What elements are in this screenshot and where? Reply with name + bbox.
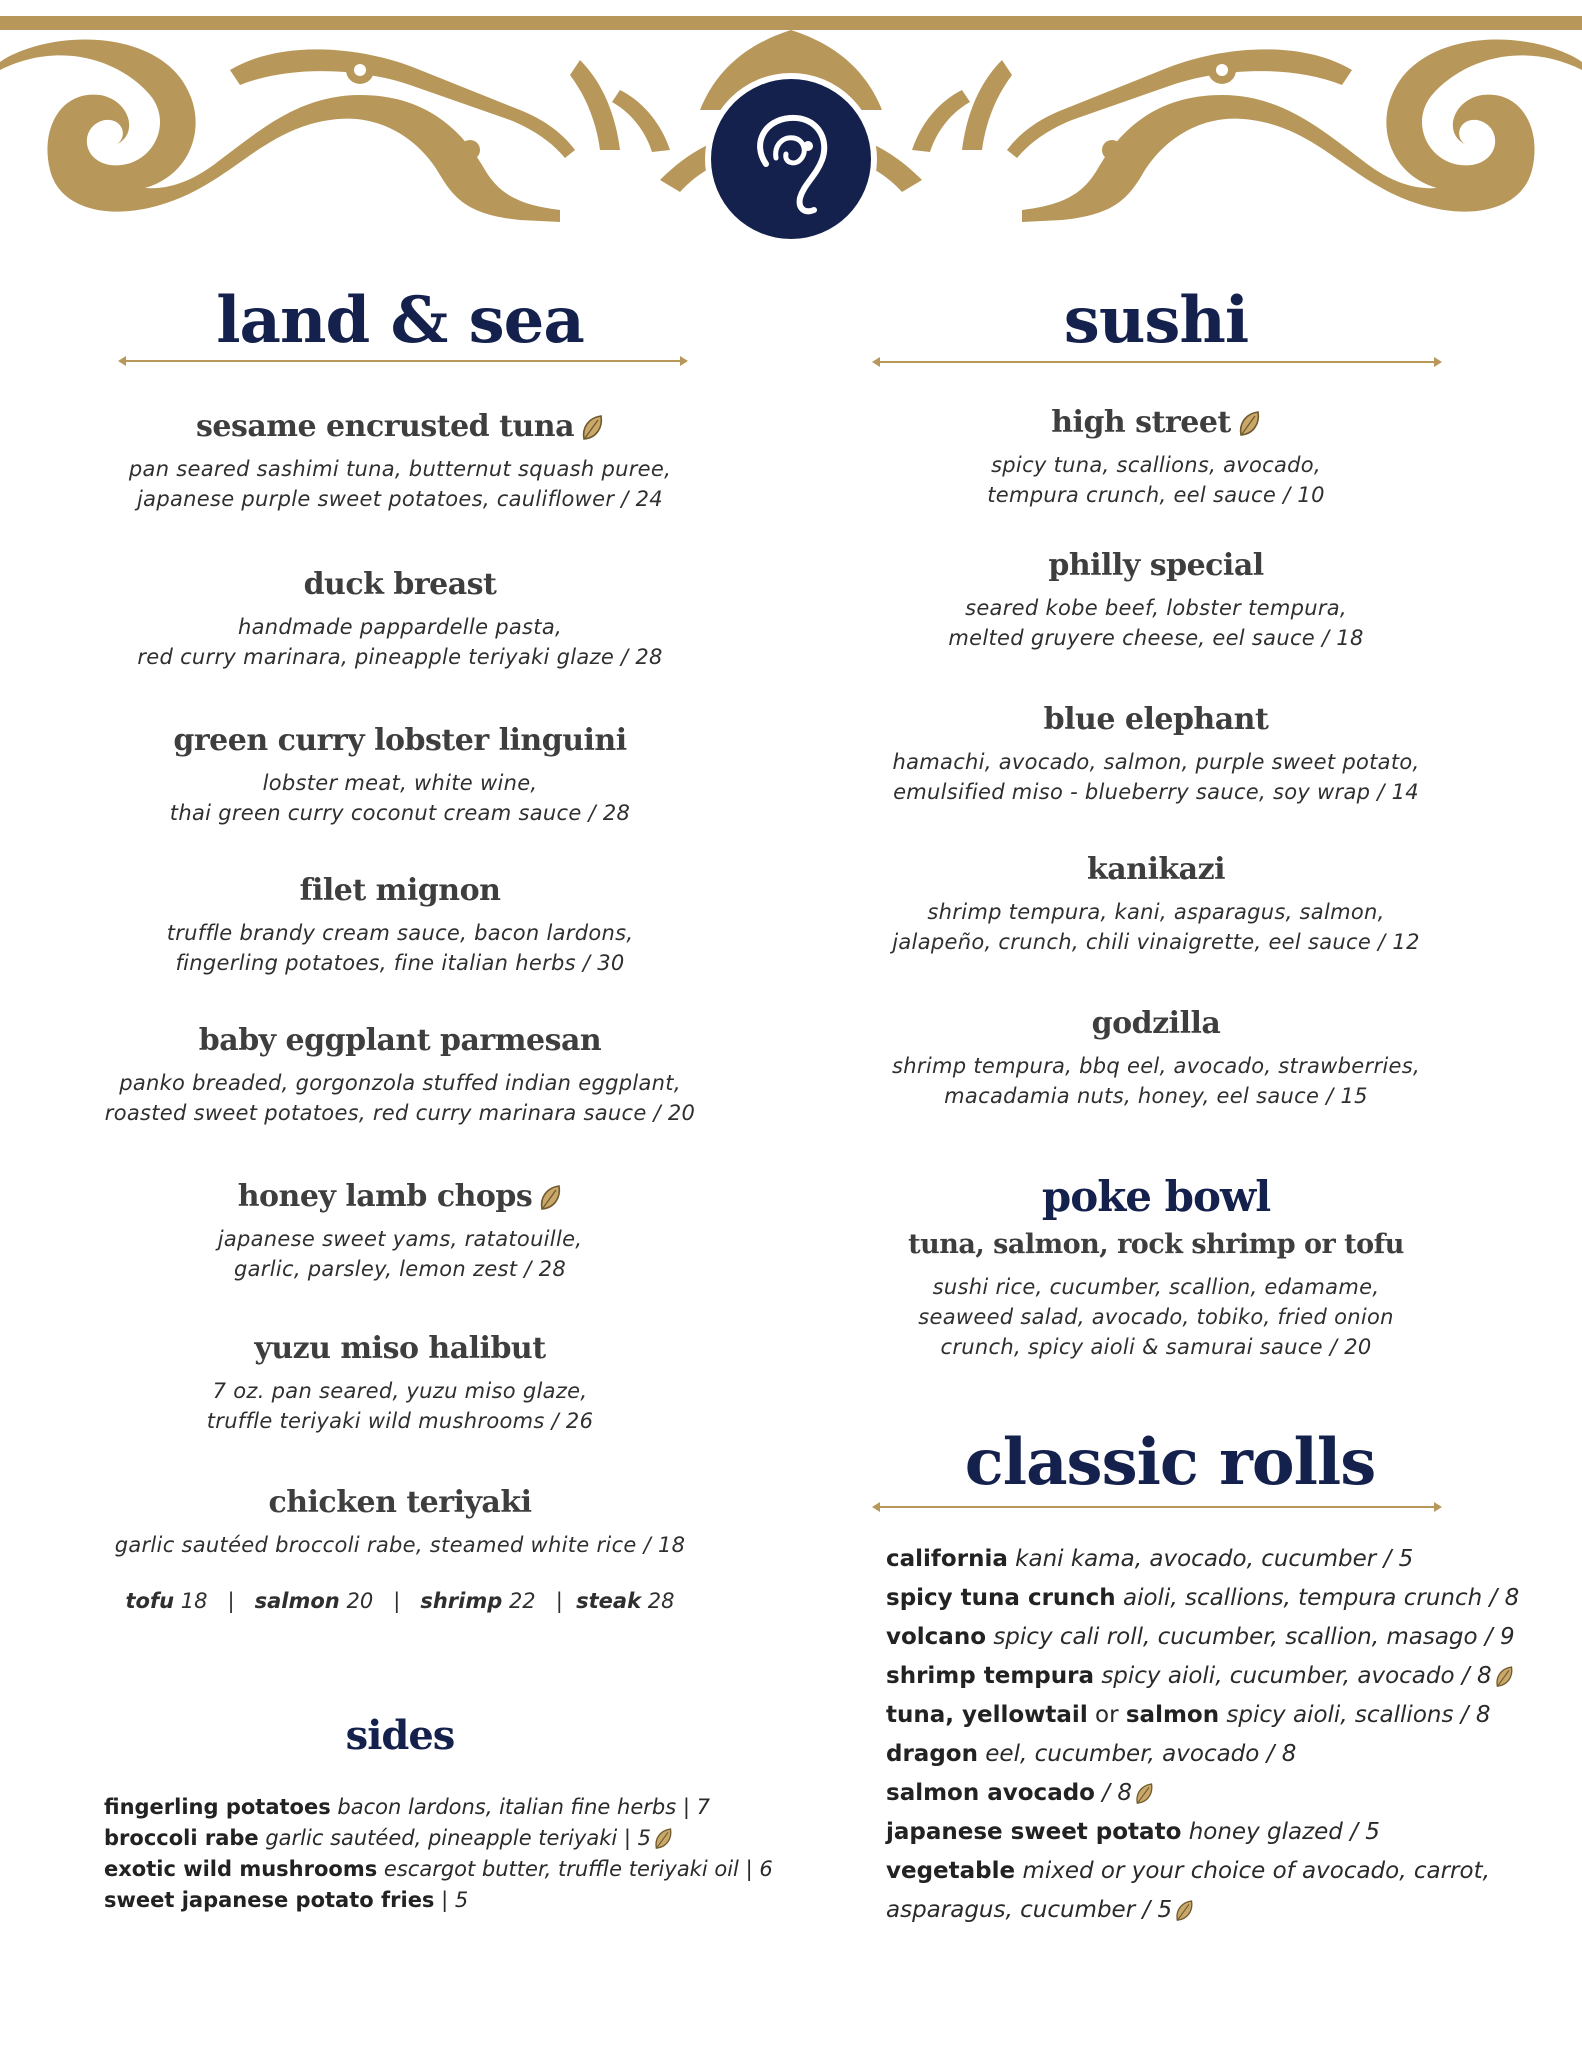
item-name: sesame encrusted tuna: [195, 409, 575, 444]
land-sea-item: [90, 1178, 710, 1284]
land-sea-item: [90, 1022, 710, 1128]
item-name: kanikazi: [1086, 852, 1226, 887]
item-desc-line-2: fingerling potatoes, fine italian herbs / 30: [175, 951, 625, 975]
roll-item-desc: asparagus, cucumber / 5: [886, 1897, 1173, 1923]
roll-item-or: or: [1095, 1702, 1119, 1728]
roll-item: [886, 1774, 1519, 1813]
land-sea-item: [90, 1484, 710, 1560]
item-desc-line-1: pan seared sashimi tuna, butternut squash puree,: [128, 457, 672, 481]
roll-item-name: salmon avocado: [886, 1780, 1095, 1806]
roll-item-desc: spicy cali roll, cucumber, scallion, masago / 9: [993, 1624, 1515, 1650]
land-sea-divider: [118, 354, 688, 368]
item-desc-line-1: japanese sweet yams, ratatouille,: [217, 1227, 583, 1251]
sushi-item: [870, 851, 1442, 957]
side-item-price: | 7: [682, 1795, 710, 1819]
item-desc-line-2: japanese purple sweet potatoes, cauliflower / 24: [137, 487, 663, 511]
roll-item-name: vegetable: [886, 1858, 1016, 1884]
roll-item-name: tuna, yellowtail: [886, 1702, 1088, 1728]
item-desc-line-2: garlic, parsley, lemon zest / 28: [234, 1257, 566, 1281]
side-item: [104, 1885, 773, 1916]
leaf-icon: [1134, 1782, 1154, 1806]
side-item: [104, 1823, 773, 1854]
leaf-icon: [1174, 1899, 1194, 1923]
poke-bowl-subtitle: tuna, salmon, rock shrimp or tofu: [908, 1229, 1404, 1260]
item-desc-line-2: tempura crunch, eel sauce / 10: [987, 483, 1325, 507]
item-name: yuzu miso halibut: [254, 1331, 546, 1366]
classic-rolls-title: classic rolls: [964, 1425, 1376, 1500]
side-item-desc: escargot butter, truffle teriyaki oil: [383, 1857, 739, 1881]
chicken-teriyaki-options: tofu 18 | salmon 20 | shrimp 22 | steak 28: [125, 1589, 675, 1613]
sushi-item: [870, 547, 1442, 653]
roll-item: [886, 1813, 1519, 1852]
roll-item-desc: honey glazed / 5: [1188, 1819, 1380, 1845]
item-name: blue elephant: [1043, 702, 1269, 737]
side-item: [104, 1854, 773, 1885]
item-name: duck breast: [303, 567, 497, 602]
roll-item: [886, 1618, 1519, 1657]
roll-item: [886, 1735, 1519, 1774]
leaf-icon: [538, 1184, 562, 1212]
side-item-desc: garlic sautéed, pineapple teriyaki: [265, 1826, 618, 1850]
item-name: baby eggplant parmesan: [198, 1023, 602, 1058]
classic-rolls-divider: [872, 1500, 1442, 1514]
elephant-swirl-icon: [704, 72, 878, 246]
roll-item-desc: mixed or your choice of avocado, carrot,: [1022, 1858, 1490, 1884]
item-name: green curry lobster linguini: [173, 723, 627, 758]
item-desc-line-1: seared kobe beef, lobster tempura,: [965, 596, 1347, 620]
item-name: honey lamb chops: [237, 1179, 533, 1214]
side-item-name: fingerling potatoes: [104, 1795, 331, 1819]
leaf-icon: [653, 1827, 673, 1851]
roll-item: [886, 1579, 1519, 1618]
side-item: [104, 1792, 773, 1823]
classic-rolls-list: [886, 1540, 1519, 1930]
item-desc-line-2: roasted sweet potatoes, red curry marinara sauce / 20: [104, 1101, 696, 1125]
item-name: godzilla: [1091, 1006, 1221, 1041]
item-desc-line-1: hamachi, avocado, salmon, purple sweet potato,: [892, 750, 1420, 774]
roll-item-name: spicy tuna crunch: [886, 1585, 1116, 1611]
side-item-desc: bacon lardons, italian fine herbs: [337, 1795, 677, 1819]
poke-bowl: [870, 1172, 1442, 1362]
roll-item: [886, 1696, 1519, 1735]
sushi-item: [870, 1005, 1442, 1111]
item-desc-line-2: red curry marinara, pineapple teriyaki glaze / 28: [137, 645, 663, 669]
sushi-divider: [872, 355, 1442, 369]
item-name: chicken teriyaki: [268, 1485, 532, 1520]
item-desc-line-1: garlic sautéed broccoli rabe, steamed white rice / 18: [114, 1533, 686, 1557]
roll-item: [886, 1540, 1519, 1579]
roll-item-desc: / 8: [1102, 1780, 1132, 1806]
poke-bowl-desc-3: crunch, spicy aioli & samurai sauce / 20: [940, 1335, 1372, 1359]
roll-item-desc: kani kama, avocado, cucumber / 5: [1015, 1546, 1414, 1572]
item-desc-line-1: handmade pappardelle pasta,: [238, 615, 562, 639]
side-item-name: sweet japanese potato fries: [104, 1888, 435, 1912]
item-desc-line-1: spicy tuna, scallions, avocado,: [991, 453, 1321, 477]
item-desc-line-1: 7 oz. pan seared, yuzu miso glaze,: [212, 1379, 588, 1403]
leaf-icon: [1494, 1665, 1514, 1689]
roll-item-desc: spicy aioli, cucumber, avocado / 8: [1101, 1663, 1492, 1689]
item-desc-line-2: jalapeño, crunch, chili vinaigrette, eel sauce / 12: [892, 930, 1420, 954]
roll-item: [886, 1852, 1519, 1891]
poke-bowl-desc-1: sushi rice, cucumber, scallion, edamame,: [932, 1275, 1380, 1299]
roll-item-name: japanese sweet potato: [886, 1819, 1182, 1845]
land-sea-item: [90, 872, 710, 978]
sides-title: sides: [345, 1712, 455, 1759]
item-desc-line-2: melted gruyere cheese, eel sauce / 18: [948, 626, 1364, 650]
roll-item: [886, 1891, 1519, 1930]
roll-item-name-2: salmon: [1125, 1702, 1220, 1728]
land-sea-item: [90, 566, 710, 672]
sides-list: [104, 1792, 773, 1916]
leaf-icon: [1237, 410, 1261, 438]
item-desc-line-1: shrimp tempura, kani, asparagus, salmon,: [927, 900, 1385, 924]
item-desc-line-2: emulsified miso - blueberry sauce, soy wrap / 14: [893, 780, 1419, 804]
roll-item-name: shrimp tempura: [886, 1663, 1094, 1689]
poke-bowl-desc-2: seaweed salad, avocado, tobiko, fried onion: [918, 1305, 1394, 1329]
side-item-price: | 6: [745, 1857, 773, 1881]
item-name: filet mignon: [299, 873, 501, 908]
land-sea-item: [90, 1330, 710, 1436]
sushi-item: [870, 701, 1442, 807]
side-item-name: broccoli rabe: [104, 1826, 259, 1850]
leaf-icon: [580, 414, 604, 442]
roll-item-desc: aioli, scallions, tempura crunch / 8: [1123, 1585, 1520, 1611]
land-sea-title: land & sea: [216, 283, 584, 358]
roll-item-name: dragon: [886, 1741, 978, 1767]
item-desc-line-2: macadamia nuts, honey, eel sauce / 15: [944, 1084, 1368, 1108]
side-item-price: | 5: [623, 1826, 652, 1850]
item-desc-line-2: thai green curry coconut cream sauce / 28: [169, 801, 631, 825]
roll-item: [886, 1657, 1519, 1696]
roll-item-name: volcano: [886, 1624, 987, 1650]
item-name: high street: [1051, 405, 1231, 440]
roll-item-desc: eel, cucumber, avocado / 8: [985, 1741, 1297, 1767]
item-desc-line-1: lobster meat, white wine,: [262, 771, 538, 795]
land-sea-item: [90, 722, 710, 828]
sushi-item: [870, 404, 1442, 510]
item-desc-line-1: shrimp tempura, bbq eel, avocado, strawberries,: [892, 1054, 1420, 1078]
item-name: philly special: [1048, 548, 1264, 583]
side-item-price: | 5: [441, 1888, 469, 1912]
item-desc-line-1: panko breaded, gorgonzola stuffed indian eggplant,: [119, 1071, 681, 1095]
item-desc-line-2: truffle teriyaki wild mushrooms / 26: [206, 1409, 594, 1433]
item-desc-line-1: truffle brandy cream sauce, bacon lardons,: [166, 921, 634, 945]
roll-item-desc: spicy aioli, scallions / 8: [1226, 1702, 1491, 1728]
sushi-title: sushi: [1063, 283, 1249, 358]
roll-item-name: california: [886, 1546, 1008, 1572]
land-sea-item: [90, 408, 710, 514]
side-item-name: exotic wild mushrooms: [104, 1857, 378, 1881]
poke-bowl-title: poke bowl: [1041, 1172, 1271, 1221]
